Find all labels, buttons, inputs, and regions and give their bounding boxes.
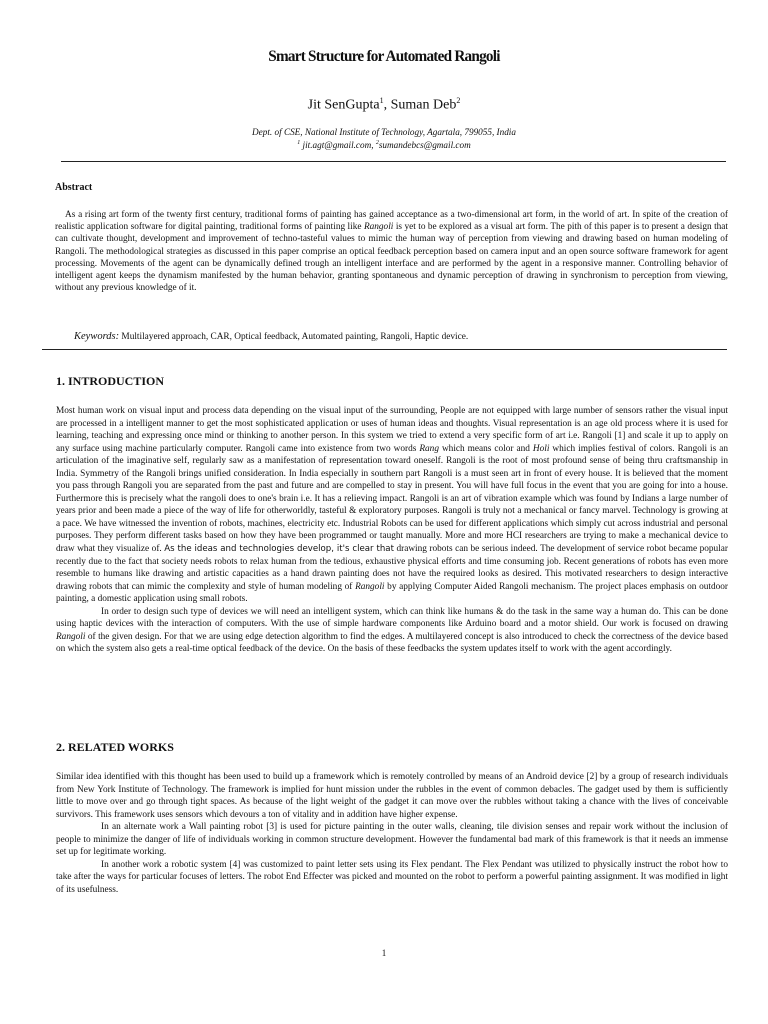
keywords-label: Keywords: [74, 331, 120, 342]
abstract-text: As a rising art form of the twenty first century, traditional forms of painting has gained acceptance as a two-dimensional art form, in the world of art. In spite of the creation of realistic application software for digital painting, traditional forms of painting like [55, 210, 728, 233]
affiliation-line: Dept. of CSE, National Institute of Technology, Agartala, 799055, India [252, 127, 516, 137]
introduction-body [56, 405, 728, 656]
paragraph: Similar idea identified with this thought has been used to build up a framework which is remotely controlled by means of an Android device [2] by a group of research individuals from New York Institute of Technology. The framework is implied for hunt mission under the rubbles in the event of common debacles. The gadget used by them is sufficiently little to move over and go through tight spaces. As because of the light weight of the gadget it can move over the rubbles without taking a chance with the lives of conceivable survivors. This framework uses sensors which devours a ton of vitality and in addition have higher expense. [56, 772, 728, 820]
related-works-body [56, 771, 728, 896]
author-affiliation-mark: 2 [456, 96, 461, 105]
section-heading-introduction: 1. INTRODUCTION [56, 374, 165, 388]
emphasis-text: Rangoli [56, 631, 86, 642]
emphasis-text: Rang [419, 443, 439, 454]
email-mark: 1 [297, 140, 301, 146]
emphasis-text: Rangoli [355, 581, 385, 592]
paragraph-text: by applying Computer Aided Rangoli mechanism. The project places emphasis on outdoor painting, a domestic application using small robots. [56, 581, 728, 605]
abstract-body [55, 209, 728, 294]
page-number: 1 [381, 948, 387, 958]
author-emails [0, 138, 768, 151]
section-heading-related-works: 2. RELATED WORKS [56, 740, 174, 754]
paragraph-text: which implies festival of colors. Rangoli is an articulation of the imaginative self, regularly saw as a manifestation of representation toward oneself. Rangoli is the root of most profound sense of being thru craftsmanship in India. Symmetry of the Rangoli brings unified consideration. In India especially in southern part Rangoli is a must seen art in front of every house. It is believed that the moment you pass through Rangoli you are separated from the past and future and are compelled to stay in present. You will have full focus in the event that you are going for into a house. Furthermore this is precisely what the rangoli does to one's brain i.e. It has a relieving impact. Rangoli is an art of vibration example which was found by Indians a large number of years prior and been made a piece of the way of life for otherworldly, tasteful & exploratory purposes. Rangoli is truly not a mechanical or fancy marvel. Technology is growing at a pace. We have witnessed the invention of robots, machines, electricity etc. Industrial Robots can be used for different applications which simply cut across industrial and personal purposes. They perform different tasks based on how they have been programmed or taught manually. More and more HCI researchers are trying to make a mechanical device to draw what they visualize of. [56, 443, 728, 555]
paragraph-text: of the given design. For that we are using edge detection algorithm to find the edges. A multilayered concept is also introduced to check the correctness of the device based on which the system also gets a real-time optical feedback of the device. On the basis of these feedbacks the system updates itself to work with the agent accordingly. [56, 631, 728, 655]
affiliation [0, 127, 768, 151]
alt-font-text: As the ideas and technologies develop, it's clear that [164, 544, 394, 555]
paragraph-text: drawing robots can be serious indeed. The development of service robot became popular recently due to the fact that society needs robots to relax human from the tedious, exhaustive physical efforts and time consuming job. Recent generations of robots has even more resemble to humans like drawing and artistic capacities as a hand drawn painting does not have the required looks as desired. This motivated researchers to design interactive drawing robots that can mimic the complexity and style of human modeling of [56, 544, 728, 592]
email-mark: 2 [375, 140, 379, 146]
keywords [74, 331, 468, 342]
author-list [0, 96, 768, 114]
header-divider [61, 161, 726, 162]
paragraph-text: In order to design such type of devices we will need an intelligent system, which can think like humans & do the task in the same way a human do. This can be done using haptic devices with the interaction of computers. With the use of simple hardware components like Arduino board and a motor shield. Our work is focused on drawing [56, 606, 728, 630]
abstract-divider [42, 349, 727, 350]
keywords-text: Multilayered approach, CAR, Optical feedback, Automated painting, Rangoli, Haptic device. [119, 332, 469, 342]
author-separator: , [383, 97, 391, 113]
email-address: sumandebcs@gmail.com [378, 140, 471, 151]
email-address: jit.agt@gmail.com, [300, 140, 376, 151]
abstract-text: is yet to be explored as a visual art form. The pith of this paper is to present a design that can cultivate thought, development and improvement of techno-tasteful values to mimic the human way of perception from viewing and drawing based on human modeling of Rangoli. The methodological strategies as discussed in this paper comprise an optical feedback perception based on camera input and an open source software framework for agent processing. Movements of the agent can be dynamically defined trough an intelligent interface and are performed by the agent in a responsive manner. Controlling behavior of intelligent agent keeps the dynamism manifested by the human behavior, granting spontaneous and dynamic perception of drawing in synchronism to perception from viewing, without any previous knowledge of it. [55, 222, 729, 294]
emphasis-text: Holi [532, 443, 550, 454]
abstract-emphasis: Rangoli [363, 222, 394, 233]
paragraph [56, 606, 728, 656]
author-affiliation-mark: 1 [379, 96, 384, 105]
paragraph: In another work a robotic system [4] was customized to paint letter sets using its Flex pendant. The Flex Pendant was utilized to physically instruct the robot how to take after the ways for particular focuses of letters. The robot End Effecter was picked and mounted on the robot to perform a powerful painting assignment. It was modified in light of its usefulness. [56, 859, 728, 895]
author-name: Suman Deb [390, 97, 457, 113]
paragraph-text: which means color and [438, 443, 533, 454]
paper-title: Smart Structure for Automated Rangoli [268, 48, 500, 65]
paragraph [56, 405, 728, 606]
paragraph: In an alternate work a Wall painting robot [3] is used for picture painting in the outer walls, cleaning, tile division senses and repair work without the inclusion of people to minimize the danger of life of individuals working in common structure development. However the fundamental bad mark of this framework is that it needs an immense set up for legitimate working. [56, 822, 728, 858]
author-name: Jit SenGupta [307, 97, 380, 113]
paragraph-text: Most human work on visual input and process data depending on the visual input of the surrounding, People are not equipped with large number of sensors rather the visual input are processed in a intelligent manner to get the most sophisticated application or uses of human ideas and thoughts. Visual representation is an age old process where it is used for learning, teaching and expressing once mind or thinking to another person. In this system we tried to extend a very specific form of art i.e. Rangoli [1] and scale it up to apply on any surface using machine particularly computer. Rangoli came into existence from two words [56, 406, 728, 454]
abstract-heading: Abstract [55, 182, 93, 193]
